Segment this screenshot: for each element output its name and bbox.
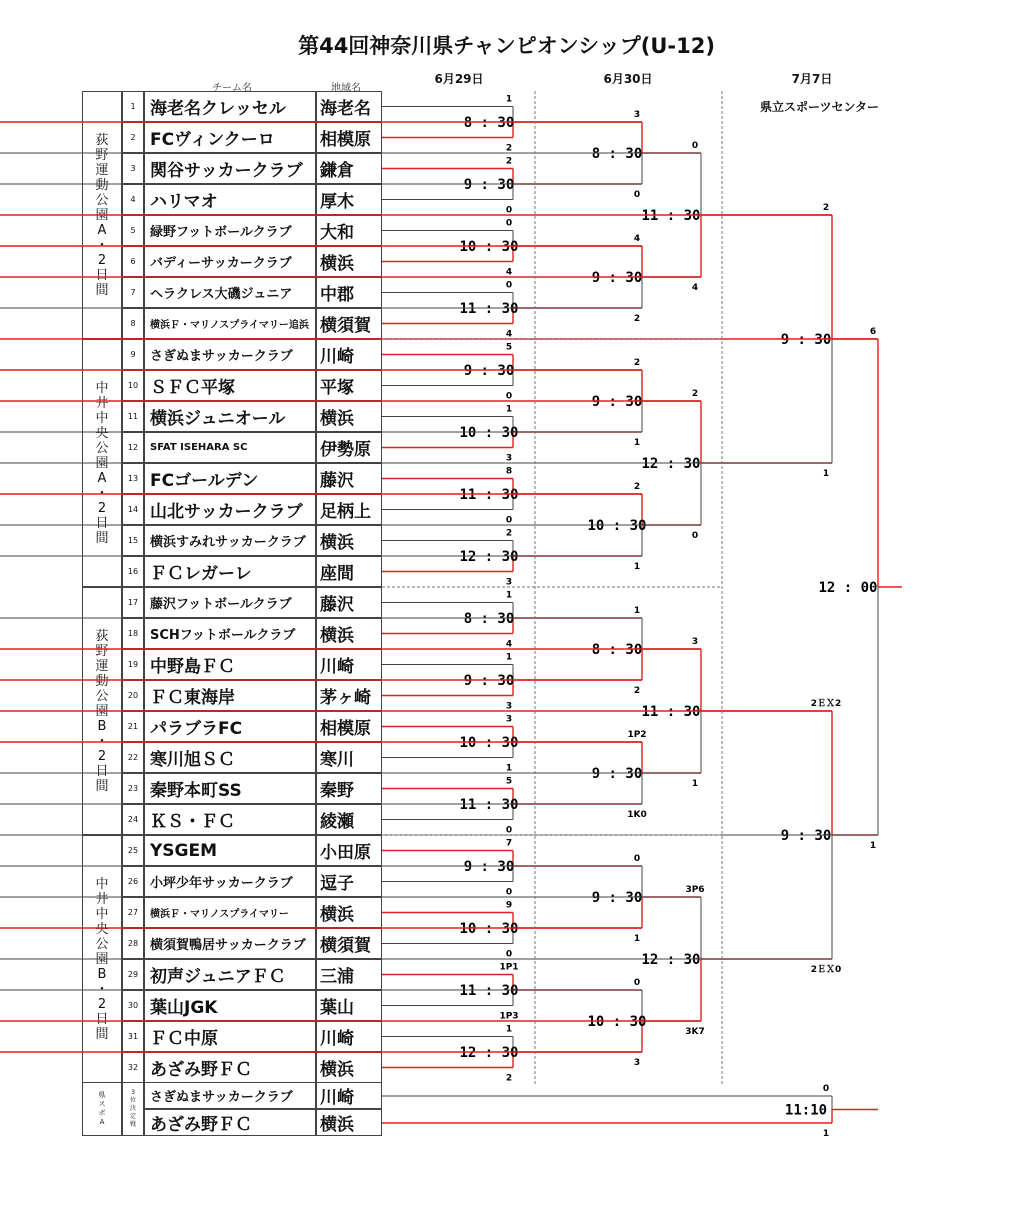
venue-char: 日 [95, 1011, 109, 1027]
team-name: SCHフットボールクラブ [144, 618, 316, 649]
match-score: 4 [505, 267, 513, 278]
venue-char: 野 [95, 147, 109, 163]
venue-char: 荻 [95, 628, 109, 644]
venue-char: 央 [95, 921, 109, 937]
match-score: 2ＥＸ2 [810, 699, 842, 709]
playoff-label-char: 3 [131, 1089, 135, 1096]
team-region: 中郡 [316, 277, 382, 308]
match-score: 0 [505, 391, 513, 402]
match-score: 2 [505, 156, 513, 167]
seed-number: 5 [122, 215, 144, 246]
team-name: 横浜すみれサッカークラブ [144, 525, 316, 556]
match-score: 3K7 [685, 1027, 705, 1037]
match-score: 3 [633, 110, 641, 120]
team-name: ヘラクレス大磯ジュニア [144, 277, 316, 308]
match-score: 1K0 [627, 810, 647, 820]
venue-char: 動 [95, 177, 109, 193]
match-time: 9 : 30 [463, 177, 515, 193]
match-time: 10 : 30 [459, 921, 519, 937]
team-region: 座間 [316, 556, 382, 587]
match-score: 1 [633, 606, 641, 616]
venue-char: B [97, 966, 107, 982]
team-region: 横浜 [316, 1052, 382, 1083]
team-name: ハリマオ [144, 184, 316, 215]
venue-char: 動 [95, 673, 109, 689]
team-region: 秦野 [316, 773, 382, 804]
venue-char: ・ [95, 237, 109, 253]
match-score: 4 [691, 283, 699, 293]
venue-char: 園 [95, 207, 109, 223]
match-score: 0 [505, 887, 513, 898]
team-name: ＦＣ中原 [144, 1021, 316, 1052]
match-time: 11 : 30 [459, 983, 519, 999]
team-name: バディーサッカークラブ [144, 246, 316, 277]
seed-number: 12 [122, 432, 144, 463]
match-time: 9 : 30 [463, 673, 515, 689]
team-region: 逗子 [316, 866, 382, 897]
match-time: 11 : 30 [641, 208, 701, 224]
team-name: 藤沢フットボールクラブ [144, 587, 316, 618]
seed-number: 31 [122, 1021, 144, 1052]
venue-char: A [97, 470, 107, 486]
seed-number: 7 [122, 277, 144, 308]
team-region: 相模原 [316, 122, 382, 153]
match-score: 3 [505, 714, 513, 725]
team-name: YSGEM [144, 835, 316, 866]
team-name: SFAT ISEHARA SC [144, 432, 316, 463]
team-name: あざみ野ＦＣ [144, 1052, 316, 1083]
seed-number: 17 [122, 587, 144, 618]
venue-char: 園 [95, 951, 109, 967]
match-score: 0 [822, 1084, 830, 1094]
seed-number: 9 [122, 339, 144, 370]
seed-number: 11 [122, 401, 144, 432]
match-time: 11 : 30 [459, 301, 519, 317]
seed-number: 19 [122, 649, 144, 680]
match-score: 0 [505, 205, 513, 216]
team-name: 横浜ジュニオール [144, 401, 316, 432]
playoff-label-char: 決 [129, 1105, 136, 1112]
match-score: 2ＥＸ0 [810, 965, 842, 975]
date-header-1: 6月29日 [434, 72, 484, 86]
team-region: 横浜 [316, 525, 382, 556]
venue-char: 2 [97, 252, 107, 268]
team-name: 初声ジュニアＦＣ [144, 959, 316, 990]
match-time: 12 : 00 [818, 580, 878, 596]
match-score: 3 [505, 577, 513, 588]
match-score: 0 [633, 854, 641, 864]
team-name: ＳＦＣ平塚 [144, 370, 316, 401]
venue-char: 2 [97, 748, 107, 764]
venue-char: 県 [98, 1091, 106, 1099]
match-score: 2 [691, 389, 699, 399]
venue-char: 2 [97, 500, 107, 516]
team-region: 伊勢原 [316, 432, 382, 463]
playoff-team-region: 横浜 [316, 1109, 382, 1136]
match-score: 0 [505, 825, 513, 836]
venue-char: ポ [98, 1109, 106, 1117]
match-time: 10 : 30 [587, 1014, 647, 1030]
team-name: 寒川旭ＳＣ [144, 742, 316, 773]
match-time: 12 : 30 [641, 456, 701, 472]
venue-char: 運 [95, 658, 109, 674]
seed-number: 24 [122, 804, 144, 835]
match-time: 10 : 30 [459, 239, 519, 255]
match-score: 1 [633, 562, 641, 572]
team-name: 中野島ＦＣ [144, 649, 316, 680]
match-time: 9 : 30 [591, 394, 643, 410]
match-time: 11:10 [784, 1102, 828, 1119]
team-region: 三浦 [316, 959, 382, 990]
final-venue-label: 県立スポーツセンター [760, 100, 880, 114]
venue-char: 中 [95, 876, 109, 892]
match-score: 4 [633, 234, 641, 244]
match-score: 1 [633, 438, 641, 448]
team-region: 川崎 [316, 1021, 382, 1052]
team-name: 秦野本町SS [144, 773, 316, 804]
venue-char: 荻 [95, 132, 109, 148]
seed-number: 4 [122, 184, 144, 215]
match-score: 1 [691, 779, 699, 789]
seed-number: 15 [122, 525, 144, 556]
seed-number: 25 [122, 835, 144, 866]
venue-char: ス [98, 1100, 106, 1108]
team-region: 横須賀 [316, 928, 382, 959]
playoff-label-char: 定 [129, 1113, 136, 1120]
match-score: 2 [633, 686, 641, 696]
seed-number: 27 [122, 897, 144, 928]
match-score: 2 [505, 528, 513, 539]
match-time: 8 : 30 [463, 115, 515, 131]
team-region: 川崎 [316, 649, 382, 680]
team-name: ＦＣ東海岸 [144, 680, 316, 711]
seed-number: 30 [122, 990, 144, 1021]
team-region: 藤沢 [316, 587, 382, 618]
match-time: 10 : 30 [459, 425, 519, 441]
match-score: 0 [633, 978, 641, 988]
playoff-team-name: あざみ野ＦＣ [144, 1109, 316, 1136]
match-score: 0 [633, 190, 641, 200]
venue-char: 日 [95, 267, 109, 283]
match-score: 4 [505, 639, 513, 650]
seed-number: 14 [122, 494, 144, 525]
venue-char: 中 [95, 906, 109, 922]
match-time: 9 : 30 [591, 270, 643, 286]
match-score: 5 [505, 776, 513, 787]
match-score: 0 [505, 949, 513, 960]
match-time: 9 : 30 [463, 859, 515, 875]
seed-number: 8 [122, 308, 144, 339]
team-region: 川崎 [316, 339, 382, 370]
team-region: 平塚 [316, 370, 382, 401]
team-name: ＦＣレガーレ [144, 556, 316, 587]
match-time: 9 : 30 [591, 766, 643, 782]
venue-char: 間 [95, 778, 109, 794]
venue-char: 間 [95, 1026, 109, 1042]
date-header-2: 6月30日 [603, 72, 653, 86]
match-time: 8 : 30 [591, 146, 643, 162]
venue-char: 2 [97, 996, 107, 1012]
match-score: 4 [505, 329, 513, 340]
match-score: 0 [691, 141, 699, 151]
seed-number: 6 [122, 246, 144, 277]
venue-char: 中 [95, 410, 109, 426]
venue-char: 野 [95, 643, 109, 659]
match-score: 1P1 [499, 962, 519, 973]
team-name: 海老名クレッセル [144, 91, 316, 122]
seed-number: 13 [122, 463, 144, 494]
match-time: 12 : 30 [641, 952, 701, 968]
team-name: 関谷サッカークラブ [144, 153, 316, 184]
match-score: 0 [505, 515, 513, 526]
match-score: 1 [505, 94, 513, 105]
team-region: 綾瀬 [316, 804, 382, 835]
venue-char: 公 [95, 192, 109, 208]
match-score: 1 [822, 1129, 830, 1139]
team-name: さぎぬまサッカークラブ [144, 339, 316, 370]
venue-char: A [97, 222, 107, 238]
team-region: 鎌倉 [316, 153, 382, 184]
match-score: 1P2 [627, 730, 647, 740]
seed-number: 26 [122, 866, 144, 897]
match-time: 12 : 30 [459, 549, 519, 565]
team-name: FCゴールデン [144, 463, 316, 494]
match-score: 1 [505, 763, 513, 774]
seed-number: 23 [122, 773, 144, 804]
match-time: 11 : 30 [459, 487, 519, 503]
team-region: 小田原 [316, 835, 382, 866]
team-region: 茅ヶ崎 [316, 680, 382, 711]
match-time: 11 : 30 [459, 797, 519, 813]
match-score: 1 [822, 469, 830, 479]
match-time: 12 : 30 [459, 1045, 519, 1061]
team-region: 足柄上 [316, 494, 382, 525]
match-score: 6 [869, 327, 877, 337]
venue-char: 公 [95, 688, 109, 704]
team-region: 厚木 [316, 184, 382, 215]
match-score: 1P3 [499, 1011, 519, 1022]
seed-number: 29 [122, 959, 144, 990]
venue-char: 日 [95, 763, 109, 779]
team-region: 海老名 [316, 91, 382, 122]
match-time: 8 : 30 [591, 642, 643, 658]
date-header-3: 7月7日 [791, 72, 833, 86]
venue-char: A [99, 1118, 105, 1126]
seed-number: 32 [122, 1052, 144, 1083]
venue-char: 間 [95, 282, 109, 298]
team-region: 相模原 [316, 711, 382, 742]
match-score: 3 [505, 453, 513, 464]
team-region: 葉山 [316, 990, 382, 1021]
match-score: 5 [505, 342, 513, 353]
team-region: 横浜 [316, 246, 382, 277]
match-score: 3P6 [685, 885, 705, 895]
team-name: 横浜Ｆ・マリノスプライマリー [144, 897, 316, 928]
match-score: 9 [505, 900, 513, 911]
match-score: 8 [505, 466, 513, 477]
match-time: 9 : 30 [780, 332, 832, 348]
seed-number: 28 [122, 928, 144, 959]
venue-char: 園 [95, 703, 109, 719]
match-score: 3 [691, 637, 699, 647]
team-header: チーム名 [212, 83, 252, 94]
venue-char: 央 [95, 425, 109, 441]
seed-number: 18 [122, 618, 144, 649]
playoff-team-region: 川崎 [316, 1082, 382, 1109]
match-score: 2 [633, 482, 641, 492]
match-time: 9 : 30 [463, 363, 515, 379]
match-score: 3 [505, 701, 513, 712]
team-name: ＫＳ・ＦＣ [144, 804, 316, 835]
match-score: 1 [505, 1024, 513, 1035]
match-time: 10 : 30 [459, 735, 519, 751]
team-name: 山北サッカークラブ [144, 494, 316, 525]
match-score: 0 [505, 280, 513, 291]
match-score: 1 [505, 652, 513, 663]
venue-char: ・ [95, 733, 109, 749]
venue-char: ・ [95, 981, 109, 997]
team-name: 緑野フットボールクラブ [144, 215, 316, 246]
team-region: 横浜 [316, 618, 382, 649]
venue-char: 公 [95, 440, 109, 456]
match-score: 1 [505, 404, 513, 415]
venue-char: 園 [95, 455, 109, 471]
match-time: 9 : 30 [780, 828, 832, 844]
team-name: 横浜Ｆ・マリノスプライマリー追浜 [144, 308, 316, 339]
team-region: 横浜 [316, 897, 382, 928]
playoff-team-name: さぎぬまサッカークラブ [144, 1082, 316, 1109]
page-title: 第44回神奈川県チャンピオンシップ(U-12) [298, 34, 715, 58]
team-region: 藤沢 [316, 463, 382, 494]
team-region: 横浜 [316, 401, 382, 432]
team-name: 小坪少年サッカークラブ [144, 866, 316, 897]
match-time: 10 : 30 [587, 518, 647, 534]
team-name: 葉山JGK [144, 990, 316, 1021]
seed-number: 20 [122, 680, 144, 711]
team-name: パラブラFC [144, 711, 316, 742]
match-score: 2 [633, 358, 641, 368]
seed-number: 10 [122, 370, 144, 401]
seed-number: 21 [122, 711, 144, 742]
venue-char: 井 [95, 891, 109, 907]
team-name: FCヴィンクーロ [144, 122, 316, 153]
venue-char: 中 [95, 380, 109, 396]
playoff-label-char: 戦 [129, 1121, 136, 1128]
match-score: 1 [869, 841, 877, 851]
match-score: 0 [691, 531, 699, 541]
venue-char: 公 [95, 936, 109, 952]
match-time: 8 : 30 [463, 611, 515, 627]
venue-char: 井 [95, 395, 109, 411]
seed-number: 3 [122, 153, 144, 184]
venue-char: 日 [95, 515, 109, 531]
match-score: 2 [822, 203, 830, 213]
match-time: 9 : 30 [591, 890, 643, 906]
venue-char: B [97, 718, 107, 734]
match-time: 11 : 30 [641, 704, 701, 720]
team-region: 横須賀 [316, 308, 382, 339]
match-score: 2 [505, 1073, 513, 1084]
venue-char: 運 [95, 162, 109, 178]
venue-char: 間 [95, 530, 109, 546]
match-score: 1 [633, 934, 641, 944]
match-score: 1 [505, 590, 513, 601]
match-score: 2 [505, 143, 513, 154]
match-score: 7 [505, 838, 513, 849]
playoff-label-char: 位 [129, 1097, 136, 1104]
team-region: 大和 [316, 215, 382, 246]
seed-number: 22 [122, 742, 144, 773]
seed-number: 2 [122, 122, 144, 153]
team-name: 横須賀鴨居サッカークラブ [144, 928, 316, 959]
seed-number: 16 [122, 556, 144, 587]
match-score: 2 [633, 314, 641, 324]
match-score: 3 [633, 1058, 641, 1068]
seed-number: 1 [122, 91, 144, 122]
match-score: 0 [505, 218, 513, 229]
venue-char: ・ [95, 485, 109, 501]
region-header: 地域名 [331, 83, 361, 94]
team-region: 寒川 [316, 742, 382, 773]
